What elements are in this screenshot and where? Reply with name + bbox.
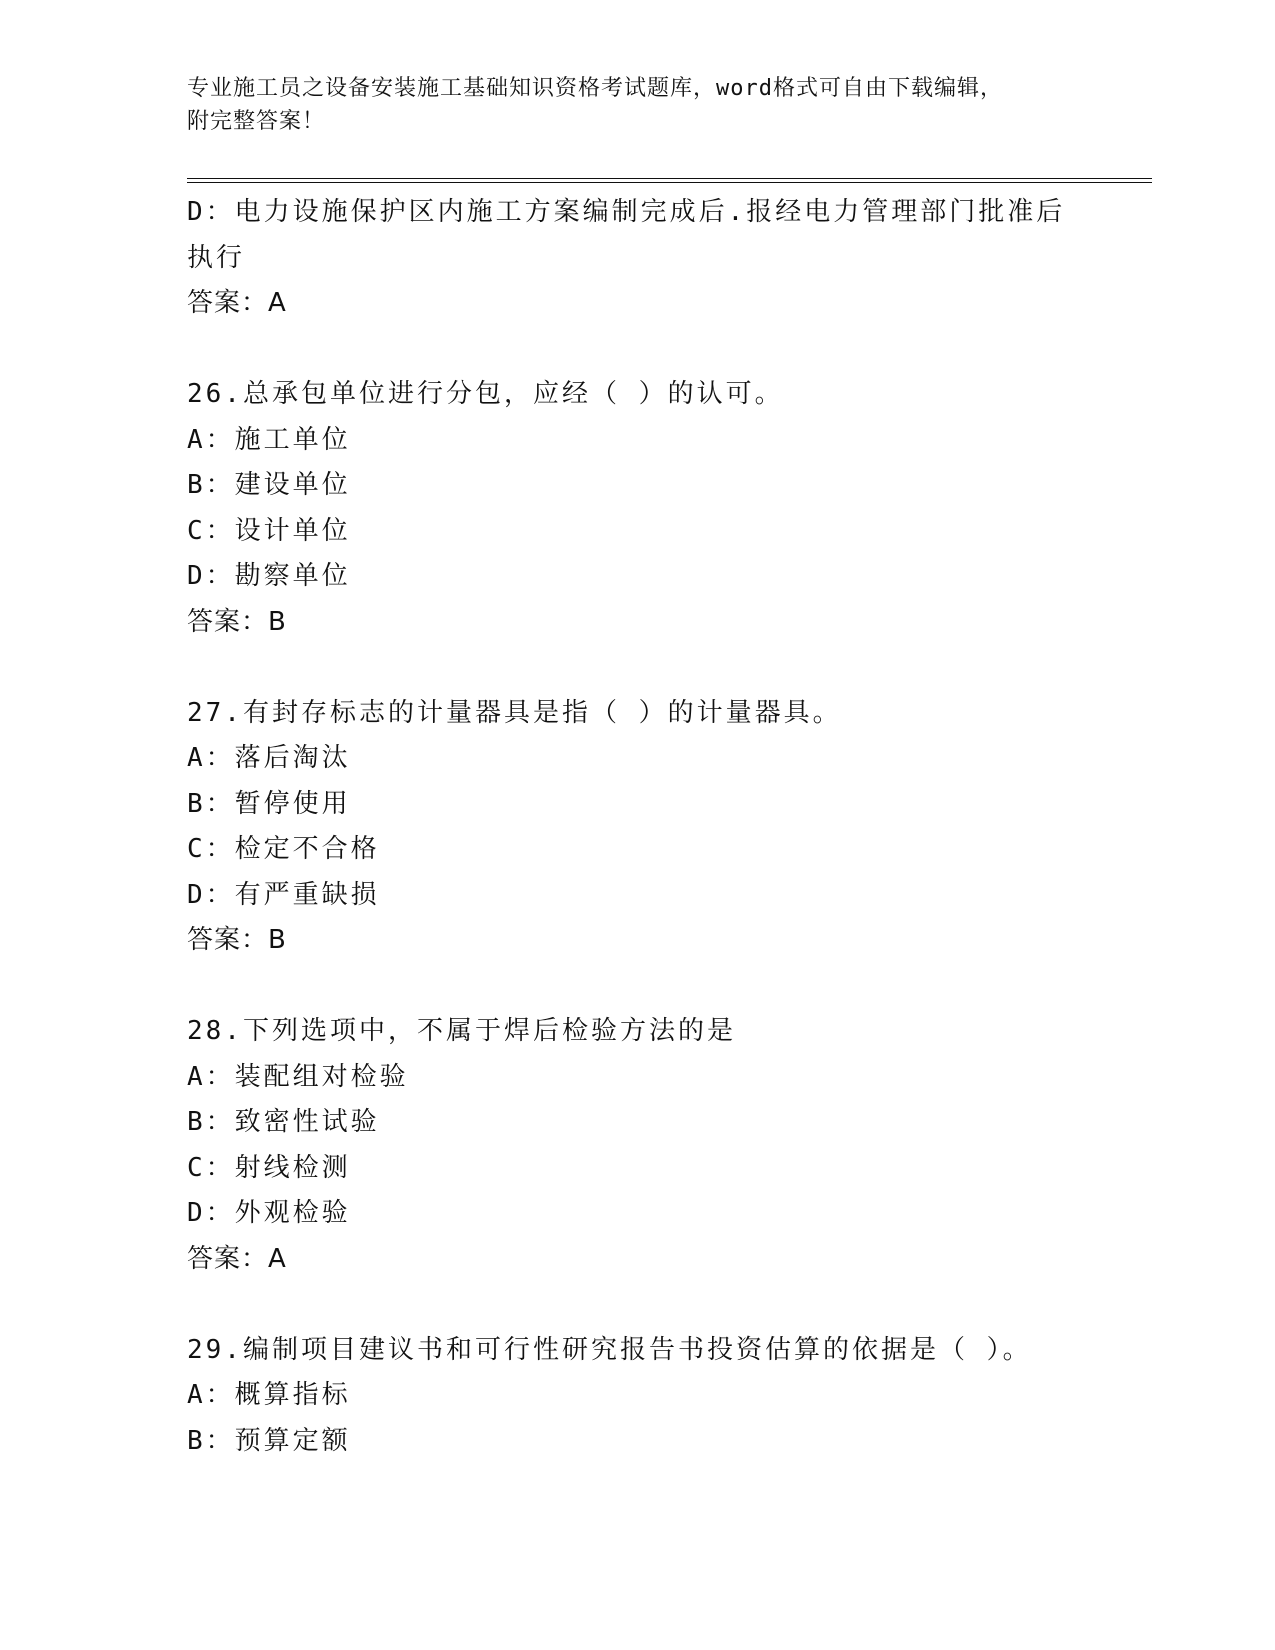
option-b: B：致密性试验 (187, 1107, 380, 1137)
answer-line: 答案：B (187, 606, 287, 637)
question-stem: 28.下列选项中，不属于焊后检验方法的是 (187, 1016, 736, 1046)
option-c: C：设计单位 (187, 515, 351, 546)
question-stem: 26.总承包单位进行分包，应经（ ）的认可。 (187, 379, 784, 409)
spacer (187, 964, 1087, 1010)
question-29 (187, 1328, 1087, 1465)
question-stem: 29.编制项目建议书和可行性研究报告书投资估算的依据是（ ）。 (187, 1334, 1032, 1365)
option-a: A：落后淘汰 (187, 743, 351, 773)
header-line-1: 专业施工员之设备安装施工基础知识资格考试题库，word格式可自由下载编辑， (187, 76, 1003, 101)
question-28 (187, 1009, 1087, 1282)
option-b: B：建设单位 (187, 470, 351, 500)
header-divider-bottom (187, 182, 1152, 183)
option-d: D：电力设施保护区内施工方案编制完成后.报经电力管理部门批准后 (187, 197, 1066, 227)
answer-line: 答案：A (187, 288, 287, 318)
question-27 (187, 691, 1087, 964)
spacer (187, 327, 1087, 373)
option-b: B：预算定额 (187, 1425, 351, 1456)
option-a: A：概算指标 (187, 1380, 351, 1410)
spacer (187, 645, 1087, 691)
header-divider-top (187, 178, 1152, 179)
option-d: D：勘察单位 (187, 561, 351, 591)
option-a: A：装配组对检验 (187, 1061, 409, 1092)
option-d: D：有严重缺损 (187, 879, 380, 910)
option-a: A：施工单位 (187, 424, 351, 455)
answer-line: 答案：B (187, 925, 287, 955)
header-line-2: 附完整答案！ (187, 109, 326, 134)
option-c: C：射线检测 (187, 1152, 351, 1183)
previous-question-tail (187, 190, 1087, 327)
spacer (187, 1282, 1087, 1328)
option-d-continued: 执行 (187, 242, 246, 273)
answer-line: 答案：A (187, 1243, 287, 1274)
document-header (187, 72, 1087, 138)
option-b: B：暂停使用 (187, 788, 351, 819)
question-list (187, 190, 1087, 1464)
question-26 (187, 372, 1087, 645)
question-stem: 27.有封存标志的计量器具是指（ ）的计量器具。 (187, 697, 842, 728)
option-d: D：外观检验 (187, 1198, 351, 1228)
option-c: C：检定不合格 (187, 834, 380, 864)
